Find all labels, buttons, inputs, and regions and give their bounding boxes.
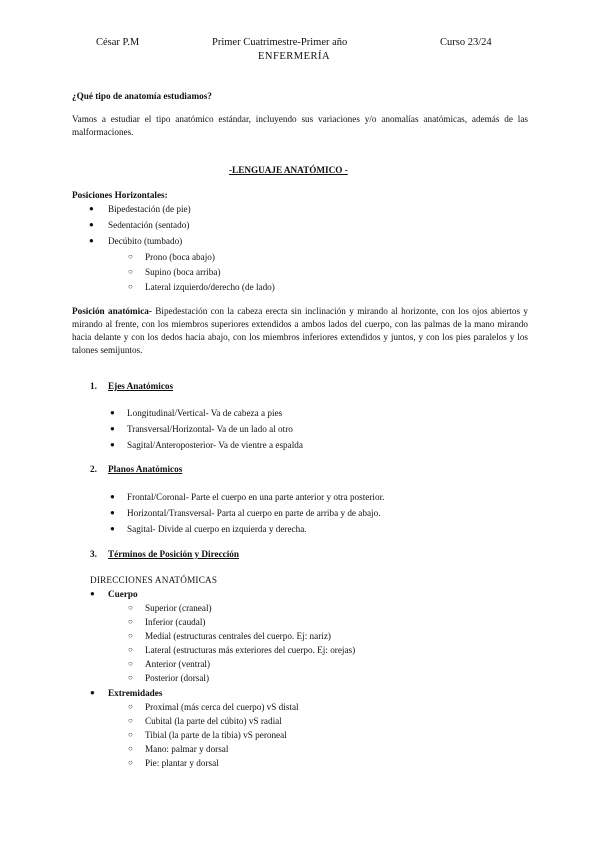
intro-answer: Vamos a estudiar el tipo anatómico estándar, incluyendo sus variaciones y/o anomalías anatómicas, además de las malformaciones. bbox=[72, 114, 528, 137]
bullet-icon: ● bbox=[110, 524, 115, 533]
circle-bullet-icon: ○ bbox=[128, 702, 133, 711]
axis-item: Sagital/Anteroposterior- Va de vientre a espalda bbox=[127, 440, 303, 450]
circle-bullet-icon: ○ bbox=[128, 744, 133, 753]
bullet-icon: ● bbox=[90, 589, 95, 598]
body-item: Lateral (estructuras más exteriores del cuerpo. Ej: orejas) bbox=[145, 645, 356, 655]
position-item: Sedentación (sentado) bbox=[108, 220, 190, 230]
bullet-icon: ● bbox=[110, 440, 115, 449]
header-author: César P.M bbox=[96, 37, 140, 48]
section-title: -LENGUAJE ANATÓMICO - bbox=[229, 165, 348, 175]
bullet-icon: ● bbox=[110, 508, 115, 517]
body-item: Superior (craneal) bbox=[145, 603, 212, 613]
plane-item: Horizontal/Transversal- Parta al cuerpo en parte de arriba y de abajo. bbox=[127, 508, 381, 518]
circle-bullet-icon: ○ bbox=[128, 252, 133, 261]
anatomical-position-label: Posición anatómica- bbox=[72, 306, 152, 316]
axes-number: 1. bbox=[90, 381, 97, 391]
header-subject: ENFERMERÍA bbox=[258, 51, 331, 62]
bullet-icon: ● bbox=[90, 688, 95, 697]
terms-number: 3. bbox=[90, 549, 97, 559]
axis-item: Transversal/Horizontal- Va de un lado al otro bbox=[127, 424, 293, 434]
bullet-icon: ● bbox=[110, 492, 115, 501]
anatomical-position-text: Bipedestación con la cabeza erecta sin inclinación y mirando al horizonte, con los ojos abiertos y mirando al frente, con los miembros superiores extendidos a ambos lados del cuerpo, con las palmas de la mano mirando hacia delante y con los dedos hacia abajo, con los miembros inferiores extendidos y juntos, y con los pies paralelos y los talones semijuntos. bbox=[72, 306, 528, 355]
limbs-item: Proximal (más cerca del cuerpo) vS distal bbox=[145, 702, 299, 712]
circle-bullet-icon: ○ bbox=[128, 603, 133, 612]
circle-bullet-icon: ○ bbox=[128, 282, 133, 291]
position-item: Decúbito (tumbado) bbox=[108, 236, 183, 246]
position-subitem: Lateral izquierdo/derecho (de lado) bbox=[145, 282, 275, 292]
limbs-item: Tibial (la parte de la tibia) vS peroneal bbox=[145, 730, 287, 740]
bullet-icon: ● bbox=[110, 408, 115, 417]
limbs-item: Cubital (la parte del cúbito) vS radial bbox=[145, 716, 282, 726]
circle-bullet-icon: ○ bbox=[128, 673, 133, 682]
circle-bullet-icon: ○ bbox=[128, 730, 133, 739]
limbs-item: Mano: palmar y dorsal bbox=[145, 744, 229, 754]
circle-bullet-icon: ○ bbox=[128, 617, 133, 626]
plane-item: Sagital- Divide al cuerpo en izquierda y derecha. bbox=[127, 524, 307, 534]
body-item: Inferior (caudal) bbox=[145, 617, 206, 627]
circle-bullet-icon: ○ bbox=[128, 631, 133, 640]
circle-bullet-icon: ○ bbox=[128, 716, 133, 725]
body-item: Medial (estructuras centrales del cuerpo. Ej: nariz) bbox=[145, 631, 331, 641]
bullet-icon: ● bbox=[89, 204, 94, 213]
axes-title: Ejes Anatómicos bbox=[108, 381, 174, 391]
circle-bullet-icon: ○ bbox=[128, 267, 133, 276]
bullet-icon: ● bbox=[89, 236, 94, 245]
bullet-icon: ● bbox=[110, 424, 115, 433]
axis-item: Longitudinal/Vertical- Va de cabeza a pies bbox=[127, 408, 283, 418]
intro-question: ¿Qué tipo de anatomía estudiamos? bbox=[72, 91, 212, 101]
terms-subtitle: DIRECCIONES ANATÓMICAS bbox=[90, 575, 218, 585]
bullet-icon: ● bbox=[89, 220, 94, 229]
limbs-label: Extremidades bbox=[108, 688, 163, 698]
position-subitem: Prono (boca abajo) bbox=[145, 252, 215, 262]
planes-title: Planos Anatómicos bbox=[108, 464, 183, 474]
terms-title: Términos de Posición y Dirección bbox=[108, 549, 239, 559]
header-course: Curso 23/24 bbox=[440, 37, 492, 48]
planes-number: 2. bbox=[90, 464, 97, 474]
body-item: Anterior (ventral) bbox=[145, 659, 211, 669]
circle-bullet-icon: ○ bbox=[128, 645, 133, 654]
body-label: Cuerpo bbox=[108, 589, 138, 599]
position-subitem: Supino (boca arriba) bbox=[145, 267, 221, 277]
header-term: Primer Cuatrimestre-Primer año bbox=[212, 37, 348, 48]
plane-item: Frontal/Coronal- Parte el cuerpo en una parte anterior y otra posterior. bbox=[127, 492, 385, 502]
limbs-item: Pie: plantar y dorsal bbox=[145, 758, 219, 768]
circle-bullet-icon: ○ bbox=[128, 758, 133, 767]
position-item: Bipedestación (de pie) bbox=[108, 204, 191, 214]
anatomical-position-paragraph bbox=[72, 305, 528, 357]
positions-title: Posiciones Horizontales: bbox=[72, 190, 168, 200]
circle-bullet-icon: ○ bbox=[128, 659, 133, 668]
body-item: Posterior (dorsal) bbox=[145, 673, 210, 683]
